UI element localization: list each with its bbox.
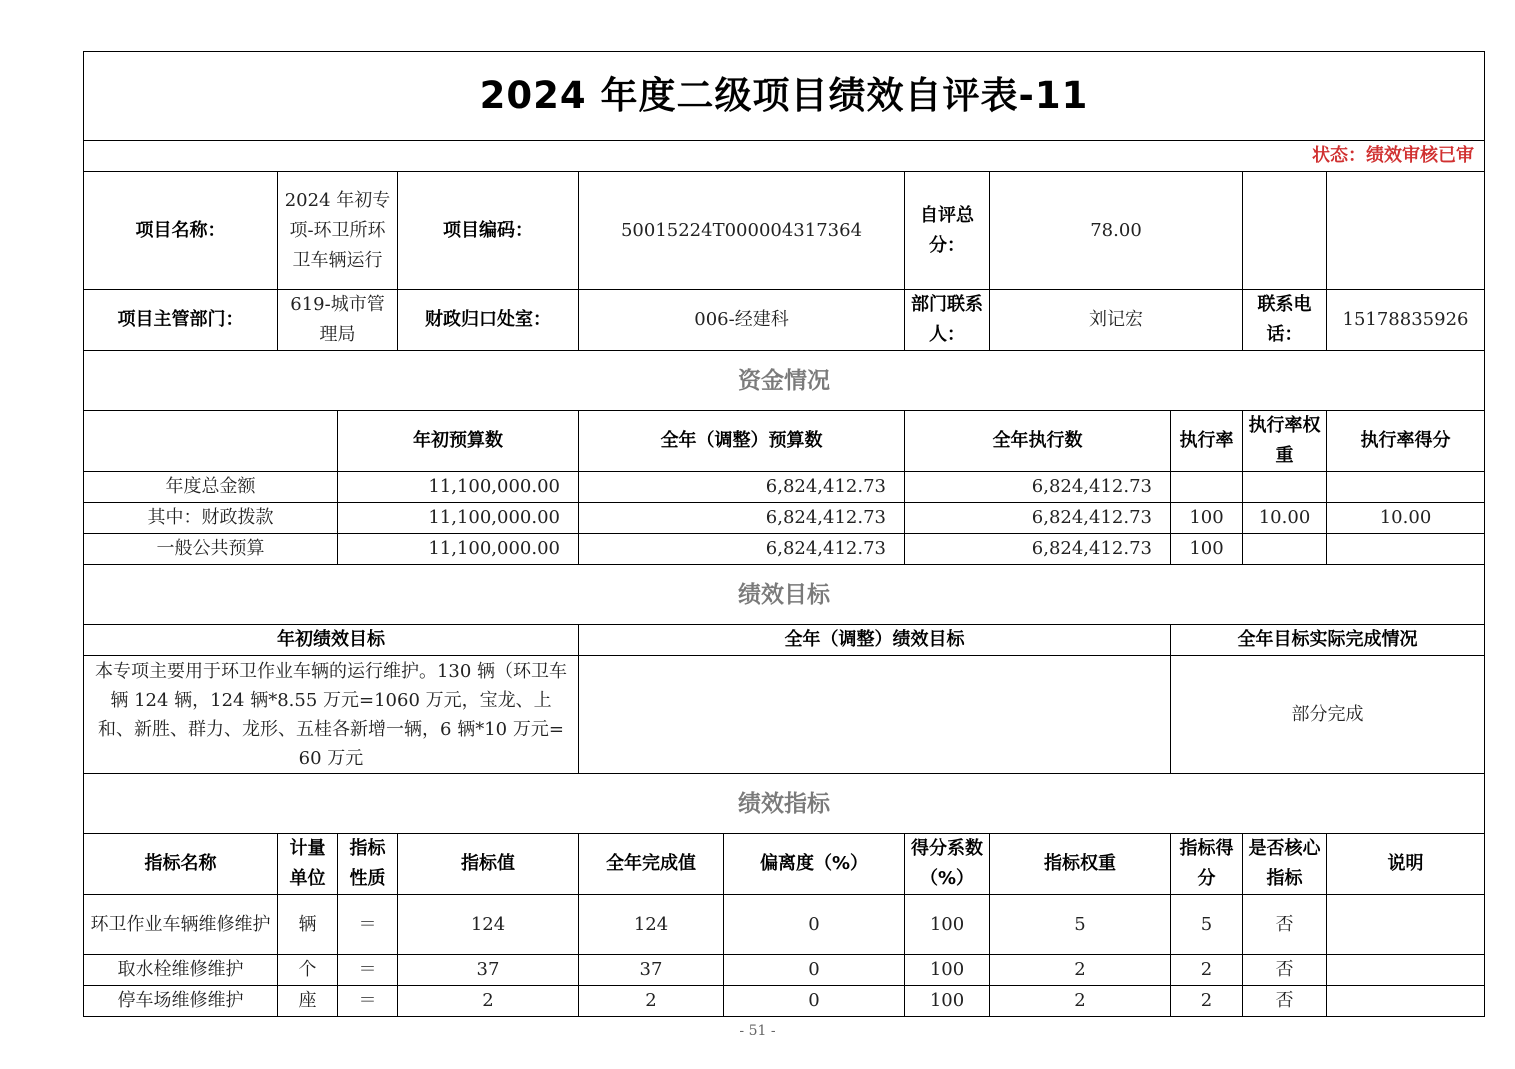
- ind-header-name: 指标名称: [84, 834, 278, 895]
- ind-nature: ＝: [338, 895, 398, 955]
- ind-coefficient: 100: [905, 955, 990, 986]
- ind-header-core: 是否核心指标: [1243, 834, 1327, 895]
- ind-header-deviation: 偏离度（%）: [724, 834, 905, 895]
- ind-unit: 个: [278, 955, 338, 986]
- funds-header-initial: 年初预算数: [338, 411, 579, 472]
- ind-weight: 5: [990, 895, 1171, 955]
- ind-score: 2: [1171, 986, 1243, 1017]
- ind-note: [1327, 895, 1485, 955]
- ind-score: 2: [1171, 955, 1243, 986]
- ind-deviation: 0: [724, 895, 905, 955]
- ind-weight: 2: [990, 986, 1171, 1017]
- fund-executed: 6,824,412.73: [905, 534, 1171, 565]
- table-row: [84, 895, 1485, 955]
- fund-row-label: 年度总金额: [84, 472, 338, 503]
- ind-score: 5: [1171, 895, 1243, 955]
- finance-office-label: 财政归口处室：: [398, 290, 579, 351]
- fund-initial: 11,100,000.00: [338, 472, 579, 503]
- ind-header-weight: 指标权重: [990, 834, 1171, 895]
- adjusted-goal-text: [579, 656, 1171, 774]
- self-score-value: 78.00: [990, 172, 1243, 290]
- funds-header-adjusted: 全年（调整）预算数: [579, 411, 905, 472]
- ind-nature: ＝: [338, 986, 398, 1017]
- page-title: 2024 年度二级项目绩效自评表-11: [84, 52, 1485, 141]
- ind-core: 否: [1243, 986, 1327, 1017]
- ind-target: 124: [398, 895, 579, 955]
- ind-core: 否: [1243, 955, 1327, 986]
- ind-target: 37: [398, 955, 579, 986]
- fund-adjusted: 6,824,412.73: [579, 503, 905, 534]
- funds-header-rate: 执行率: [1171, 411, 1243, 472]
- ind-deviation: 0: [724, 955, 905, 986]
- fund-row-label: 其中：财政拨款: [84, 503, 338, 534]
- project-name-value: 2024 年初专项-环卫所环卫车辆运行: [278, 172, 398, 290]
- ind-header-note: 说明: [1327, 834, 1485, 895]
- fund-rate: 100: [1171, 503, 1243, 534]
- fund-rate: 100: [1171, 534, 1243, 565]
- ind-coefficient: 100: [905, 986, 990, 1017]
- table-row: [84, 534, 1485, 565]
- ind-core: 否: [1243, 895, 1327, 955]
- fund-score: 10.00: [1327, 503, 1485, 534]
- fund-weight: 10.00: [1243, 503, 1327, 534]
- project-code-value: 50015224T000004317364: [579, 172, 905, 290]
- contact-value: 刘记宏: [990, 290, 1243, 351]
- fund-row-label: 一般公共预算: [84, 534, 338, 565]
- fund-weight: [1243, 472, 1327, 503]
- fund-adjusted: 6,824,412.73: [579, 534, 905, 565]
- funds-header-blank: [84, 411, 338, 472]
- ind-name: 取水栓维修维护: [84, 955, 278, 986]
- department-value: 619-城市管理局: [278, 290, 398, 351]
- ind-target: 2: [398, 986, 579, 1017]
- finance-office-value: 006-经建科: [579, 290, 905, 351]
- empty-cell: [1327, 172, 1485, 290]
- phone-value: 15178835926: [1327, 290, 1485, 351]
- funds-header-executed: 全年执行数: [905, 411, 1171, 472]
- fund-executed: 6,824,412.73: [905, 472, 1171, 503]
- table-row: [84, 503, 1485, 534]
- ind-coefficient: 100: [905, 895, 990, 955]
- contact-label: 部门联系人：: [905, 290, 990, 351]
- table-row: [84, 472, 1485, 503]
- self-score-label: 自评总分：: [905, 172, 990, 290]
- table-row: [84, 955, 1485, 986]
- project-code-label: 项目编码：: [398, 172, 579, 290]
- ind-header-nature: 指标性质: [338, 834, 398, 895]
- fund-score: [1327, 472, 1485, 503]
- goals-header-initial: 年初绩效目标: [84, 625, 579, 656]
- ind-actual: 2: [579, 986, 724, 1017]
- phone-label: 联系电话：: [1243, 290, 1327, 351]
- funds-header-score: 执行率得分: [1327, 411, 1485, 472]
- fund-initial: 11,100,000.00: [338, 534, 579, 565]
- table-row: [84, 986, 1485, 1017]
- page-number: - 51 -: [739, 1023, 776, 1039]
- ind-note: [1327, 955, 1485, 986]
- fund-adjusted: 6,824,412.73: [579, 472, 905, 503]
- funds-section-title: 资金情况: [84, 351, 1485, 411]
- ind-header-coefficient: 得分系数（%）: [905, 834, 990, 895]
- ind-actual: 124: [579, 895, 724, 955]
- ind-unit: 座: [278, 986, 338, 1017]
- ind-header-target: 指标值: [398, 834, 579, 895]
- fund-executed: 6,824,412.73: [905, 503, 1171, 534]
- evaluation-form: [83, 51, 1485, 1017]
- status-badge: 状态：绩效审核已审: [84, 141, 1485, 172]
- ind-name: 停车场维修维护: [84, 986, 278, 1017]
- funds-header-weight: 执行率权重: [1243, 411, 1327, 472]
- ind-nature: ＝: [338, 955, 398, 986]
- ind-deviation: 0: [724, 986, 905, 1017]
- ind-unit: 辆: [278, 895, 338, 955]
- project-name-label: 项目名称：: [84, 172, 278, 290]
- ind-actual: 37: [579, 955, 724, 986]
- goals-header-adjusted: 全年（调整）绩效目标: [579, 625, 1171, 656]
- initial-goal-text: 本专项主要用于环卫作业车辆的运行维护。130 辆（环卫车辆 124 辆，124 辆*8.55 万元=1060 万元，宝龙、上和、新胜、群力、龙形、五桂各新增一辆，6 辆*10 万元=60 万元: [84, 656, 579, 774]
- ind-header-score: 指标得分: [1171, 834, 1243, 895]
- ind-weight: 2: [990, 955, 1171, 986]
- fund-score: [1327, 534, 1485, 565]
- empty-cell: [1243, 172, 1327, 290]
- fund-initial: 11,100,000.00: [338, 503, 579, 534]
- ind-name: 环卫作业车辆维修维护: [84, 895, 278, 955]
- goals-section-title: 绩效目标: [84, 565, 1485, 625]
- ind-note: [1327, 986, 1485, 1017]
- department-label: 项目主管部门：: [84, 290, 278, 351]
- fund-weight: [1243, 534, 1327, 565]
- ind-header-actual: 全年完成值: [579, 834, 724, 895]
- goals-header-completion: 全年目标实际完成情况: [1171, 625, 1485, 656]
- fund-rate: [1171, 472, 1243, 503]
- indicators-section-title: 绩效指标: [84, 774, 1485, 834]
- goal-completion-text: 部分完成: [1171, 656, 1485, 774]
- ind-header-unit: 计量单位: [278, 834, 338, 895]
